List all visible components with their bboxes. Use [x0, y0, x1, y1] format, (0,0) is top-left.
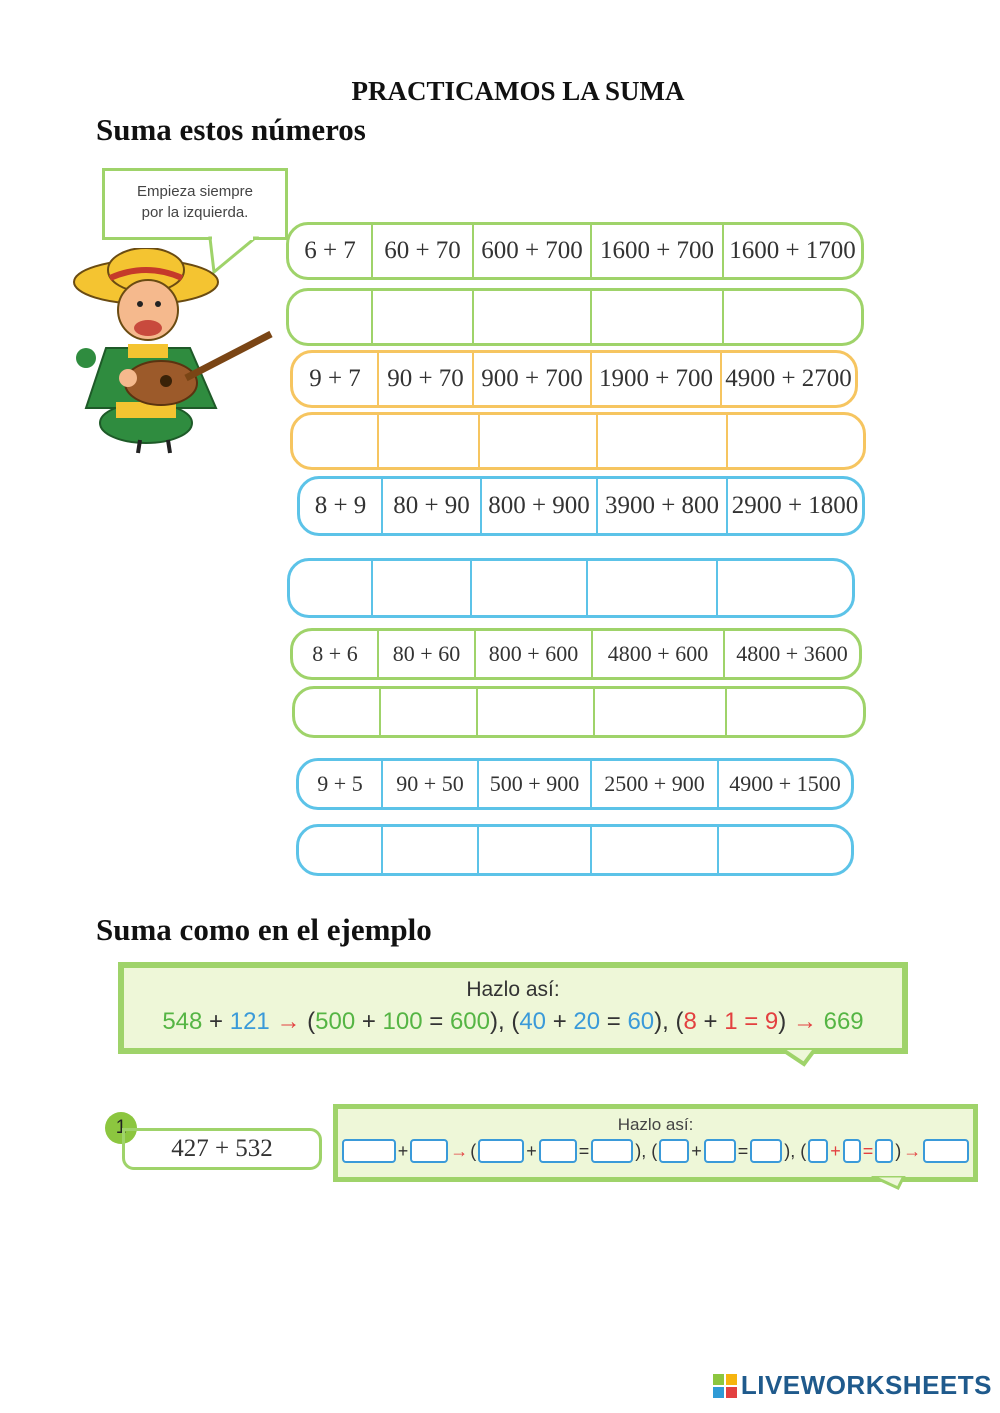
operation-cell: 9 + 7: [293, 353, 379, 405]
answer-box-u2[interactable]: [843, 1139, 861, 1163]
mariachi-guitar-character-icon: [66, 248, 282, 458]
answer-input[interactable]: [728, 414, 863, 468]
operation-cell: 9 + 5: [299, 761, 383, 807]
answer-box-t2[interactable]: [704, 1139, 736, 1163]
arrow-icon: →: [276, 1008, 301, 1035]
answer-box-result[interactable]: [923, 1139, 969, 1163]
example-tail-icon: [778, 1048, 818, 1068]
answer-cell[interactable]: [598, 415, 728, 467]
problem-answer-line: + → ( + = ), ( + = ), ( + = ) →: [338, 1139, 973, 1163]
operation-cell: 90 + 70: [379, 353, 474, 405]
bubble-line-1: Empieza siempre: [137, 183, 253, 200]
answer-input[interactable]: [290, 560, 371, 616]
problem-answer-box: [333, 1104, 978, 1182]
answer-box-u1[interactable]: [808, 1139, 828, 1163]
answer-input[interactable]: [592, 826, 717, 874]
speech-bubble: [102, 168, 288, 240]
liveworksheets-logo-icon: [713, 1374, 737, 1398]
answer-input[interactable]: [588, 560, 716, 616]
answer-input[interactable]: [383, 826, 477, 874]
answer-input[interactable]: [474, 290, 590, 344]
operation-cell: 600 + 700: [474, 225, 592, 277]
example-t3: 60: [627, 1008, 655, 1035]
operation-cell: 6 + 7: [289, 225, 373, 277]
operation-cell: 4800 + 3600: [736, 641, 848, 666]
answer-box-a[interactable]: [342, 1139, 396, 1163]
answer-input[interactable]: [480, 414, 596, 468]
answer-input[interactable]: [592, 290, 722, 344]
example-t1: 40: [519, 1008, 547, 1035]
example-h1: 500: [315, 1008, 356, 1035]
answer-input[interactable]: [598, 414, 726, 468]
answer-cell[interactable]: [724, 291, 861, 343]
operation-cell: 4900 + 1500: [729, 771, 841, 796]
answer-input[interactable]: [295, 688, 379, 736]
exercise-row-3: [297, 476, 865, 536]
example-box: [118, 962, 908, 1054]
example-a: 548: [162, 1008, 203, 1035]
operation-cell: 2500 + 900: [592, 761, 719, 807]
operation-cell: 1900 + 700: [592, 353, 722, 405]
answer-cell[interactable]: [592, 827, 719, 873]
answer-cell[interactable]: [588, 561, 718, 615]
answer-cell[interactable]: [299, 827, 383, 873]
operation-cell: 500 + 900: [479, 761, 592, 807]
operation-cell: 90 + 50: [383, 761, 479, 807]
answer-cell[interactable]: [379, 415, 480, 467]
answer-cell[interactable]: [295, 689, 381, 735]
answer-input[interactable]: [595, 688, 725, 736]
answer-input[interactable]: [727, 688, 863, 736]
arrow-icon: →: [450, 1140, 469, 1161]
answer-input[interactable]: [719, 826, 851, 874]
answer-input[interactable]: [379, 414, 478, 468]
answer-row-1: [286, 288, 864, 346]
example-u1: 8: [683, 1008, 697, 1035]
answer-cell[interactable]: [373, 561, 472, 615]
example-title: Hazlo así:: [466, 978, 560, 1001]
answer-input[interactable]: [381, 688, 476, 736]
section-title-sum-example: Suma como en el ejemplo: [96, 912, 432, 947]
answer-box-t3[interactable]: [750, 1139, 782, 1163]
problem-tail-icon: [870, 1176, 906, 1192]
arrow-icon: →: [792, 1008, 817, 1035]
page-title: PRACTICAMOS LA SUMA: [351, 76, 685, 106]
answer-input[interactable]: [299, 826, 381, 874]
example-line: 548 + 121 → (500 + 100 = 600), (40 + 20 = 60), (8 + 1 = 9) → 669: [162, 1008, 864, 1035]
example-u3: 9: [764, 1008, 779, 1035]
answer-box-b[interactable]: [410, 1139, 448, 1163]
operation-cell: 3900 + 800: [598, 479, 728, 533]
answer-cell[interactable]: [719, 827, 851, 873]
example-result: 669: [823, 1008, 864, 1035]
operation-cell: 4900 + 2700: [725, 365, 852, 392]
answer-cell[interactable]: [595, 689, 727, 735]
logo-text: LIVEWORKSHEETS: [740, 1370, 992, 1400]
answer-cell[interactable]: [474, 291, 592, 343]
answer-cell[interactable]: [728, 415, 863, 467]
answer-input[interactable]: [293, 414, 377, 468]
example-h2: 100: [382, 1008, 423, 1035]
operation-cell: 1600 + 700: [592, 225, 724, 277]
problem-number-badge: 1: [105, 1112, 137, 1144]
answer-row-4: [292, 686, 866, 738]
exercise-row-4: [290, 628, 862, 680]
answer-cell[interactable]: [478, 689, 595, 735]
section-title-sum-numbers: Suma estos números: [96, 112, 366, 147]
answer-input[interactable]: [373, 560, 470, 616]
answer-input[interactable]: [472, 560, 586, 616]
operation-cell: 1600 + 1700: [729, 237, 856, 264]
operation-cell: 800 + 900: [482, 479, 598, 533]
answer-input[interactable]: [373, 290, 472, 344]
exercise-row-2: [290, 350, 858, 408]
liveworksheets-logo: [713, 1370, 992, 1401]
answer-input[interactable]: [289, 290, 371, 344]
operation-cell: 60 + 70: [373, 225, 474, 277]
problem-expression: 427 + 532: [122, 1128, 322, 1170]
answer-cell[interactable]: [718, 561, 852, 615]
answer-cell[interactable]: [480, 415, 598, 467]
answer-box-u3[interactable]: [875, 1139, 893, 1163]
operation-cell: 80 + 60: [379, 631, 476, 677]
answer-box-t1[interactable]: [659, 1139, 689, 1163]
answer-row-2: [290, 412, 866, 470]
example-u2: 1: [724, 1008, 738, 1035]
operation-cell: 800 + 600: [476, 631, 593, 677]
answer-cell[interactable]: [373, 291, 474, 343]
answer-cell[interactable]: [290, 561, 373, 615]
bubble-line-2: por la izquierda.: [141, 204, 249, 221]
operation-cell: 80 + 90: [383, 479, 482, 533]
operation-cell: 8 + 6: [293, 631, 379, 677]
exercise-row-1: [286, 222, 864, 280]
answer-input[interactable]: [718, 560, 852, 616]
answer-input[interactable]: [479, 826, 590, 874]
answer-cell[interactable]: [289, 291, 373, 343]
answer-input[interactable]: [724, 290, 861, 344]
answer-row-3: [287, 558, 855, 618]
answer-cell[interactable]: [383, 827, 479, 873]
answer-cell[interactable]: [293, 415, 379, 467]
exercise-row-5: [296, 758, 854, 810]
problem-hint-title: Hazlo así:: [617, 1115, 694, 1134]
operation-cell: 8 + 9: [300, 479, 383, 533]
answer-box-h3[interactable]: [591, 1139, 633, 1163]
answer-cell[interactable]: [472, 561, 588, 615]
arrow-icon: →: [903, 1140, 922, 1161]
operation-cell: 900 + 700: [474, 353, 592, 405]
operation-cell: 4800 + 600: [593, 631, 725, 677]
example-h3: 600: [449, 1008, 490, 1035]
answer-cell[interactable]: [381, 689, 478, 735]
answer-cell[interactable]: [592, 291, 724, 343]
example-b: 121: [229, 1008, 270, 1035]
answer-row-5: [296, 824, 854, 876]
answer-cell[interactable]: [479, 827, 592, 873]
answer-box-h1[interactable]: [478, 1139, 524, 1163]
answer-box-h2[interactable]: [539, 1139, 577, 1163]
operation-cell: 2900 + 1800: [731, 492, 859, 519]
example-t2: 20: [573, 1008, 601, 1035]
answer-input[interactable]: [478, 688, 593, 736]
answer-cell[interactable]: [727, 689, 863, 735]
